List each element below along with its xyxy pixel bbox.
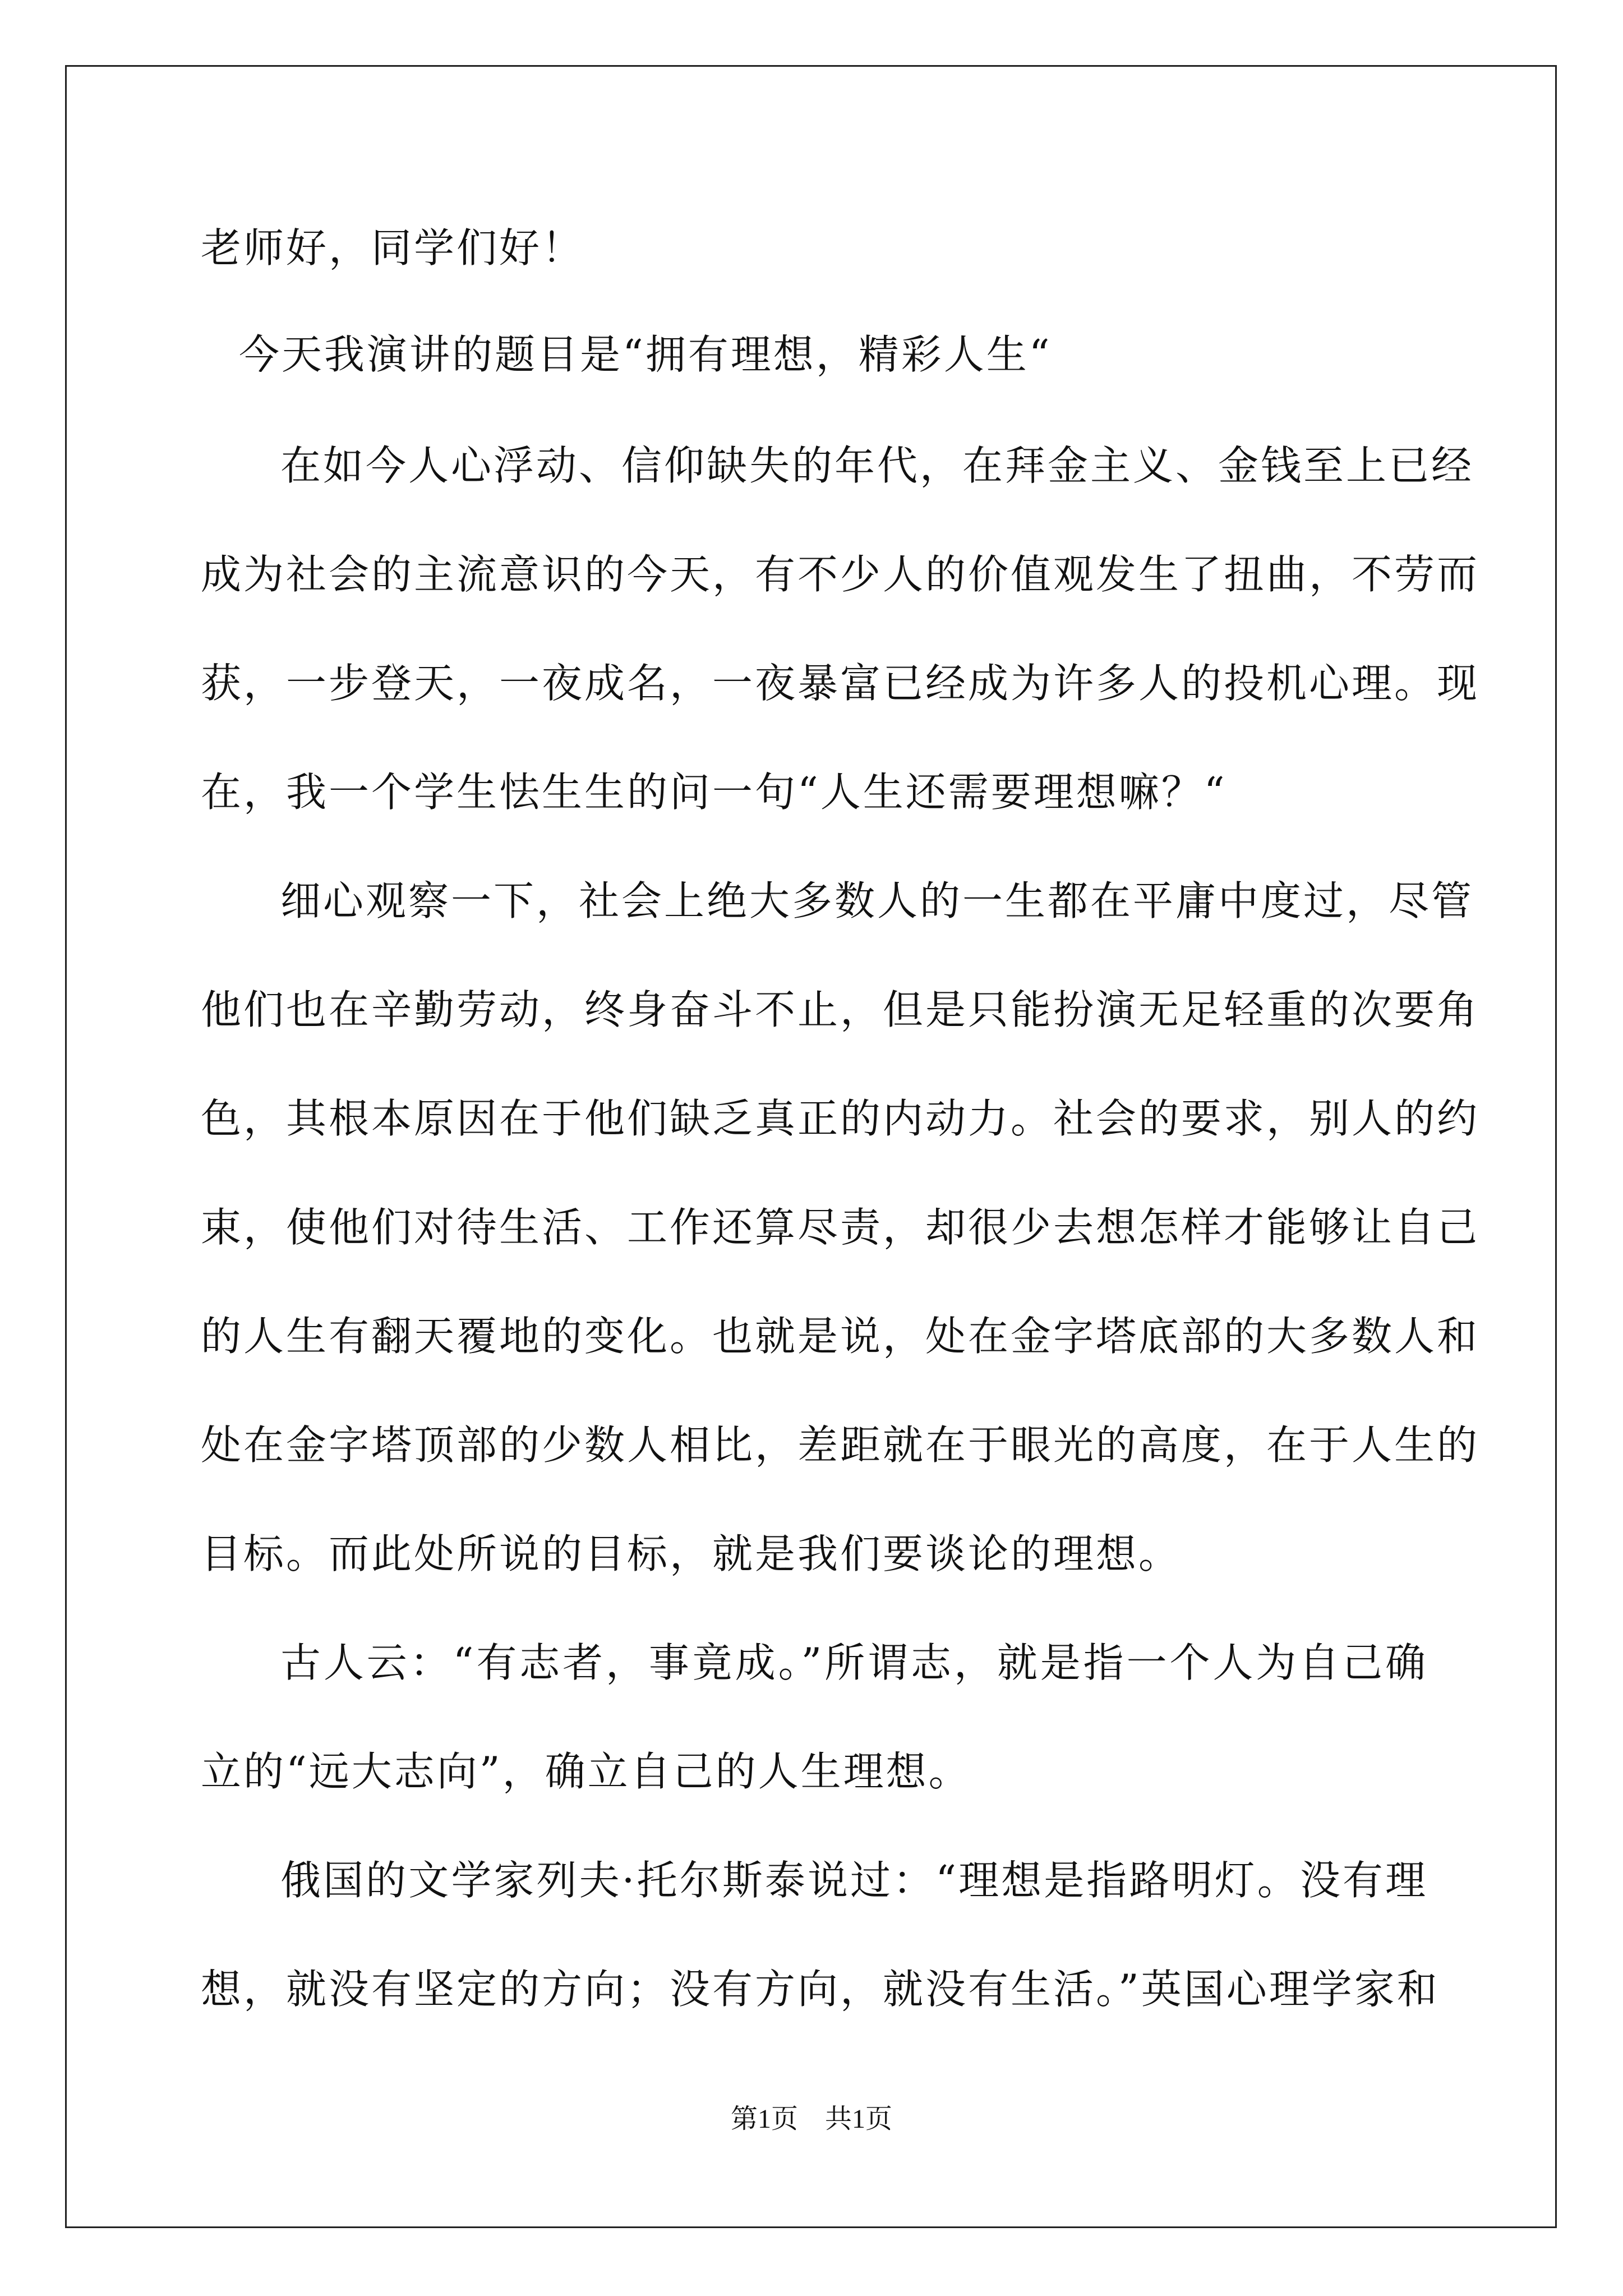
paragraph-2-line-2: 他们也在辛勤劳动，终身奋斗不止，但是只能扮演无足轻重的次要角 [201,986,1480,1033]
paragraph-2-line-7: 目标。而此处所说的目标，就是我们要谈论的理想。 [201,1530,1182,1577]
greeting-line: 老师好，同学们好！ [201,224,585,272]
paragraph-1-line-1: 在如今人心浮动、信仰缺失的年代，在拜金主义、金钱至上已经 [280,442,1474,489]
paragraph-3-line-1: 古人云：“有志者，事竟成。”所谓志，就是指一个人为自己确 [280,1639,1428,1686]
paragraph-2-line-3: 色，其根本原因在于他们缺乏真正的内动力。社会的要求，别人的约 [201,1095,1480,1142]
page-number-footer: 第1页 共1页 [730,2104,892,2134]
paragraph-1-line-2: 成为社会的主流意识的今天，有不少人的价值观发生了扭曲，不劳而 [201,551,1480,598]
paragraph-2-line-6: 处在金字塔顶部的少数人相比，差距就在于眼光的高度，在于人生的 [201,1421,1480,1469]
paragraph-4-line-1: 俄国的文学家列夫·托尔斯泰说过：“理想是指路明灯。没有理 [280,1857,1428,1904]
paragraph-1-line-4: 在，我一个学生怯生生的问一句“人生还需要理想嘛？“ [201,769,1227,816]
paragraph-2-line-4: 束，使他们对待生活、工作还算尽责，却很少去想怎样才能够让自己 [201,1204,1480,1251]
paragraph-2-line-1: 细心观察一下，社会上绝大多数人的一生都在平庸中度过，尽管 [280,877,1474,924]
paragraph-1-line-3: 获，一步登天，一夜成名，一夜暴富已经成为许多人的投机心理。现 [201,660,1480,707]
paragraph-3-line-2: 立的“远大志向”，确立自己的人生理想。 [201,1748,971,1795]
paragraph-2-line-5: 的人生有翻天覆地的变化。也就是说，处在金字塔底部的大多数人和 [201,1313,1480,1360]
paragraph-4-line-2: 想，就没有坚定的方向；没有方向，就没有生活。”英国心理学家和 [201,1966,1440,2013]
topic-line: 今天我演讲的题目是“拥有理想，精彩人生“ [239,331,1052,378]
